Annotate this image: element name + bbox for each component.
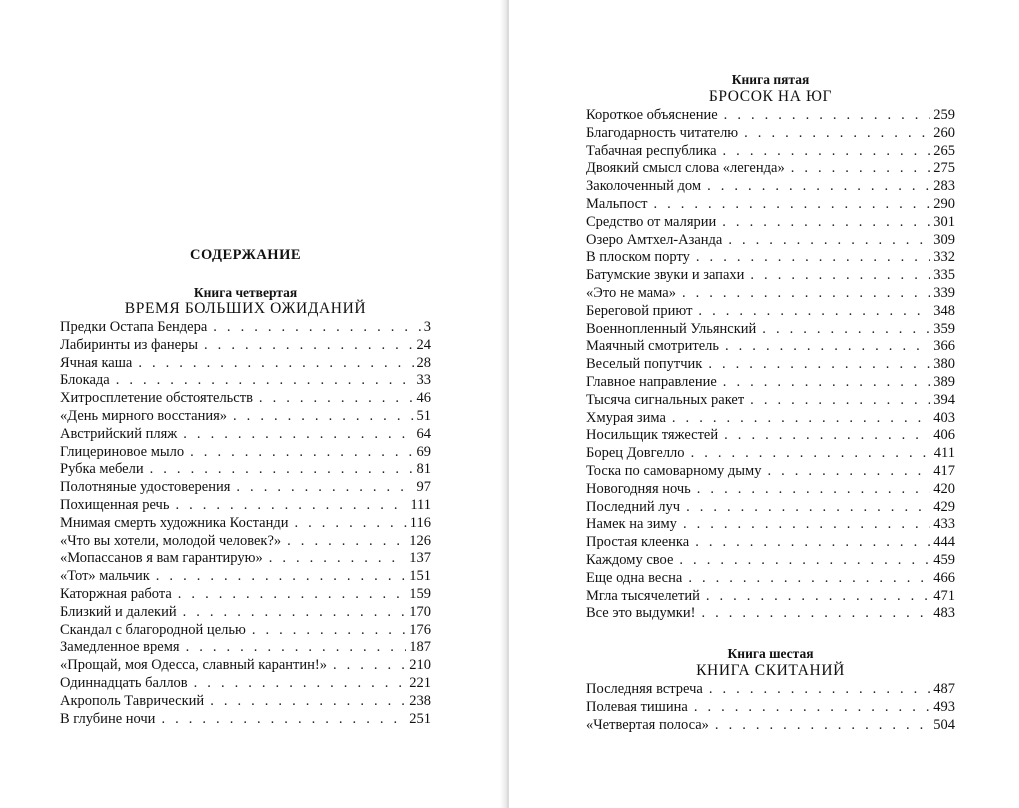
toc-entry-title: Акрополь Таврический bbox=[60, 692, 205, 709]
toc-entry-page: 471 bbox=[933, 587, 955, 604]
toc-entry-page: 359 bbox=[933, 320, 955, 337]
dot-leader bbox=[186, 639, 407, 657]
dot-leader bbox=[723, 143, 931, 161]
dot-leader bbox=[750, 392, 930, 410]
toc-entry-title: Блокада bbox=[60, 372, 110, 389]
toc-entry-title: Каждому свое bbox=[586, 551, 674, 568]
toc-entry-page: 487 bbox=[933, 681, 955, 697]
dot-leader bbox=[194, 675, 407, 693]
toc-entry bbox=[60, 444, 431, 462]
toc-entry bbox=[586, 125, 955, 143]
dot-leader bbox=[698, 303, 930, 321]
toc-entry-title: Маячный смотритель bbox=[586, 338, 719, 355]
toc-entry bbox=[586, 160, 955, 178]
toc-entry-title: Последний луч bbox=[586, 498, 681, 515]
toc-entry-page: 301 bbox=[933, 213, 955, 230]
toc-entry-page: 69 bbox=[416, 443, 431, 460]
dot-leader bbox=[728, 232, 930, 250]
toc-entry-page: 126 bbox=[409, 532, 431, 549]
toc-entry-page: 33 bbox=[416, 372, 431, 389]
toc-entry-page: 466 bbox=[933, 569, 955, 586]
toc-entry bbox=[60, 693, 431, 711]
toc-entry-page: 309 bbox=[933, 231, 955, 248]
toc-entry bbox=[60, 479, 431, 497]
toc-entry-page: 394 bbox=[933, 391, 955, 408]
toc-entry bbox=[60, 586, 431, 604]
dot-leader bbox=[688, 570, 930, 588]
toc-entry bbox=[586, 481, 955, 499]
toc-entry-page: 366 bbox=[933, 338, 955, 355]
toc-entry-page: 420 bbox=[933, 480, 955, 497]
toc-entry bbox=[60, 657, 431, 675]
toc-entry-title: «Это не мама» bbox=[586, 284, 676, 301]
dot-leader bbox=[653, 196, 930, 214]
toc-entry-title: Хмурая зима bbox=[586, 409, 666, 426]
toc-entry-title: «Что вы хотели, молодой человек?» bbox=[60, 532, 282, 549]
toc-entry-page: 459 bbox=[933, 551, 955, 568]
toc-entry-page: 290 bbox=[933, 195, 955, 212]
toc-entry-title: Мнимая смерть художника Костанди bbox=[60, 514, 289, 531]
dot-leader bbox=[252, 622, 406, 640]
toc-entry-page: 111 bbox=[410, 496, 431, 513]
toc-entry-page: 238 bbox=[409, 692, 431, 709]
toc-entry-title: «Четвертая полоса» bbox=[586, 716, 709, 733]
dot-leader bbox=[150, 461, 414, 479]
book6-label: Книга шестая bbox=[727, 646, 814, 661]
toc-entry-page: 97 bbox=[416, 479, 431, 496]
dot-leader bbox=[750, 267, 930, 285]
toc-entry-page: 187 bbox=[409, 639, 431, 656]
toc-entry-page: 24 bbox=[416, 336, 431, 353]
toc-entry-page: 137 bbox=[409, 550, 431, 567]
toc-entry bbox=[586, 445, 955, 463]
book6-title: КНИГА СКИТАНИЙ bbox=[696, 662, 845, 679]
toc-entry-title: Рубка мебели bbox=[60, 461, 144, 478]
toc-entry bbox=[60, 319, 431, 337]
book4-title: ВРЕМЯ БОЛЬШИХ ОЖИДАНИЙ bbox=[124, 300, 367, 317]
dot-leader bbox=[696, 249, 930, 267]
toc-entry-title: Короткое объяснение bbox=[586, 107, 718, 123]
dot-leader bbox=[697, 481, 930, 499]
toc-entry-page: 170 bbox=[409, 603, 431, 620]
toc-entry-title: Тоска по самоварному дыму bbox=[586, 462, 762, 479]
toc-entry-page: 3 bbox=[423, 319, 431, 335]
toc-entry-page: 339 bbox=[933, 284, 955, 301]
toc-entry-page: 406 bbox=[933, 427, 955, 444]
toc-entry-title: Полотняные удостоверения bbox=[60, 479, 231, 496]
book4-label: Книга четвертая bbox=[193, 285, 298, 300]
dot-leader bbox=[709, 681, 930, 699]
dot-leader bbox=[706, 588, 930, 606]
toc-entry bbox=[586, 285, 955, 303]
toc-entry bbox=[586, 699, 955, 717]
toc-entry-page: 403 bbox=[933, 409, 955, 426]
dot-leader bbox=[294, 515, 406, 533]
toc-entry bbox=[586, 303, 955, 321]
toc-entry bbox=[60, 711, 431, 729]
toc-entry bbox=[60, 497, 431, 515]
dot-leader bbox=[762, 321, 930, 339]
toc-entry-page: 275 bbox=[933, 160, 955, 177]
toc-entry-title: Последняя встреча bbox=[586, 681, 703, 697]
toc-entry bbox=[586, 717, 955, 735]
dot-leader bbox=[183, 426, 413, 444]
toc-entry bbox=[586, 107, 955, 125]
toc-entry-page: 429 bbox=[933, 498, 955, 515]
toc-entry bbox=[60, 390, 431, 408]
toc-entry-title: Намек на зиму bbox=[586, 516, 677, 533]
toc-entry-title: Мгла тысячелетий bbox=[586, 587, 700, 604]
dot-leader bbox=[744, 125, 930, 143]
dot-leader bbox=[233, 408, 413, 426]
dot-leader bbox=[161, 711, 406, 729]
book5-title: БРОСОК НА ЮГ bbox=[708, 88, 833, 105]
toc-entry-title: Носильщик тяжестей bbox=[586, 427, 719, 444]
dot-leader bbox=[691, 445, 931, 463]
toc-entry bbox=[586, 516, 955, 534]
toc-entry bbox=[586, 463, 955, 481]
toc-entry bbox=[586, 499, 955, 517]
toc-entry bbox=[60, 568, 431, 586]
dot-leader bbox=[679, 552, 930, 570]
toc-entry-title: Простая клеенка bbox=[586, 534, 690, 551]
dot-leader bbox=[683, 516, 930, 534]
toc-entry-title: Лабиринты из фанеры bbox=[60, 336, 199, 353]
toc-entry bbox=[586, 374, 955, 392]
toc-entry-title: Австрийский пляж bbox=[60, 425, 178, 442]
toc-entry-title: Похищенная речь bbox=[60, 496, 170, 513]
dot-leader bbox=[724, 427, 930, 445]
dot-leader bbox=[686, 499, 930, 517]
toc-entry bbox=[586, 232, 955, 250]
toc-entry-title: «Мопассанов я вам гарантирую» bbox=[60, 550, 263, 567]
toc-entry-page: 335 bbox=[933, 267, 955, 284]
toc-entry-title: Полевая тишина bbox=[586, 698, 688, 715]
dot-leader bbox=[178, 586, 406, 604]
toc-entry-page: 221 bbox=[409, 674, 431, 691]
toc-entry bbox=[586, 552, 955, 570]
toc-entry bbox=[60, 622, 431, 640]
dot-leader bbox=[725, 338, 930, 356]
dot-leader bbox=[767, 463, 930, 481]
toc-entry-page: 251 bbox=[409, 710, 431, 727]
toc-entry-page: 259 bbox=[933, 107, 955, 123]
dot-leader bbox=[138, 355, 413, 373]
toc-entry-title: Озеро Амтхел-Азанда bbox=[586, 231, 723, 248]
toc-entry bbox=[60, 550, 431, 568]
dot-leader bbox=[708, 356, 930, 374]
toc-entry-title: Новогодняя ночь bbox=[586, 480, 691, 497]
toc-entry-title: Близкий и далекий bbox=[60, 603, 177, 620]
toc-entry bbox=[586, 356, 955, 374]
toc-entry bbox=[586, 427, 955, 445]
dot-leader bbox=[116, 372, 414, 390]
toc-entry-page: 348 bbox=[933, 302, 955, 319]
dot-leader bbox=[269, 550, 407, 568]
toc-entry-page: 159 bbox=[409, 585, 431, 602]
dot-leader bbox=[695, 534, 930, 552]
book4-toc-list bbox=[60, 319, 431, 728]
toc-entry-page: 176 bbox=[409, 621, 431, 638]
dot-leader bbox=[723, 374, 930, 392]
toc-entry bbox=[60, 639, 431, 657]
toc-entry-title: «День мирного восстания» bbox=[60, 407, 228, 424]
toc-entry bbox=[60, 355, 431, 373]
right-page bbox=[509, 0, 1019, 808]
dot-leader bbox=[694, 699, 930, 717]
toc-entry-page: 283 bbox=[933, 178, 955, 195]
toc-entry-title: «Тот» мальчик bbox=[60, 568, 150, 585]
toc-entry-title: В глубине ночи bbox=[60, 710, 156, 727]
toc-entry-title: Главное направление bbox=[586, 373, 717, 390]
toc-entry bbox=[60, 675, 431, 693]
toc-entry-page: 380 bbox=[933, 356, 955, 373]
left-page bbox=[0, 0, 505, 808]
dot-leader bbox=[791, 160, 931, 178]
dot-leader bbox=[682, 285, 930, 303]
toc-entry bbox=[60, 515, 431, 533]
toc-entry-page: 210 bbox=[409, 657, 431, 674]
dot-leader bbox=[333, 657, 406, 675]
dot-leader bbox=[236, 479, 413, 497]
toc-entry bbox=[586, 534, 955, 552]
toc-entry bbox=[586, 249, 955, 267]
dot-leader bbox=[672, 410, 930, 428]
toc-entry-title: «Прощай, моя Одесса, славный карантин!» bbox=[60, 657, 327, 674]
toc-entry-title: Средство от малярии bbox=[586, 213, 717, 230]
toc-entry bbox=[586, 143, 955, 161]
toc-entry-title: Батумские звуки и запахи bbox=[586, 267, 745, 284]
toc-entry bbox=[60, 426, 431, 444]
dot-leader bbox=[715, 717, 930, 735]
toc-entry-title: Борец Довгелло bbox=[586, 445, 685, 462]
toc-entry-title: Береговой приют bbox=[586, 302, 693, 319]
toc-entry-title: Одиннадцать баллов bbox=[60, 674, 188, 691]
toc-entry bbox=[60, 372, 431, 390]
toc-entry-page: 389 bbox=[933, 373, 955, 390]
toc-entry-title: Еще одна весна bbox=[586, 569, 683, 586]
toc-entry bbox=[586, 178, 955, 196]
toc-entry-title: Табачная республика bbox=[586, 142, 717, 159]
toc-entry-title: В плоском порту bbox=[586, 249, 690, 266]
toc-entry bbox=[60, 533, 431, 551]
dot-leader bbox=[287, 533, 406, 551]
toc-entry-page: 444 bbox=[933, 534, 955, 551]
toc-entry bbox=[586, 196, 955, 214]
toc-entry-page: 417 bbox=[933, 462, 955, 479]
toc-entry-page: 46 bbox=[416, 390, 431, 407]
toc-entry-page: 28 bbox=[416, 354, 431, 371]
toc-entry-title: Все это выдумки! bbox=[586, 605, 696, 622]
toc-entry bbox=[586, 588, 955, 606]
book5-label: Книга пятая bbox=[731, 72, 810, 87]
toc-entry bbox=[60, 337, 431, 355]
toc-entry-title: Каторжная работа bbox=[60, 585, 172, 602]
dot-leader bbox=[724, 107, 931, 125]
toc-entry-title: Скандал с благородной целью bbox=[60, 621, 246, 638]
toc-entry bbox=[586, 321, 955, 339]
dot-leader bbox=[701, 605, 930, 623]
toc-entry bbox=[586, 338, 955, 356]
toc-entry-page: 493 bbox=[933, 698, 955, 715]
dot-leader bbox=[213, 319, 420, 337]
toc-entry-title: Хитросплетение обстоятельств bbox=[60, 390, 253, 407]
toc-entry-title: Заколоченный дом bbox=[586, 178, 702, 195]
dot-leader bbox=[204, 337, 413, 355]
toc-entry-title: Тысяча сигнальных ракет bbox=[586, 391, 745, 408]
toc-entry bbox=[586, 214, 955, 232]
toc-entry-page: 265 bbox=[933, 142, 955, 159]
toc-entry-page: 151 bbox=[409, 568, 431, 585]
dot-leader bbox=[156, 568, 406, 586]
toc-entry-title: Мальпост bbox=[586, 195, 648, 212]
toc-entry bbox=[60, 408, 431, 426]
toc-entry-title: Ячная каша bbox=[60, 354, 133, 371]
toc-entry bbox=[60, 461, 431, 479]
toc-entry-page: 411 bbox=[933, 445, 955, 462]
toc-entry bbox=[586, 570, 955, 588]
toc-entry bbox=[586, 392, 955, 410]
toc-entry-page: 81 bbox=[416, 461, 431, 478]
toc-entry-page: 483 bbox=[933, 605, 955, 622]
toc-entry-title: Благодарность читателю bbox=[586, 124, 739, 141]
dot-leader bbox=[707, 178, 930, 196]
toc-entry-page: 332 bbox=[933, 249, 955, 266]
toc-entry-title: Двоякий смысл слова «легенда» bbox=[586, 160, 785, 177]
dot-leader bbox=[210, 693, 406, 711]
toc-entry-page: 64 bbox=[416, 425, 431, 442]
toc-entry-title: Предки Остапа Бендера bbox=[60, 319, 208, 335]
dot-leader bbox=[259, 390, 414, 408]
dot-leader bbox=[175, 497, 407, 515]
toc-entry-page: 504 bbox=[933, 716, 955, 733]
toc-entry-title: Замедленное время bbox=[60, 639, 180, 656]
toc-entry-page: 260 bbox=[933, 124, 955, 141]
toc-entry bbox=[586, 605, 955, 623]
toc-entry-title: Глицериновое мыло bbox=[60, 443, 185, 460]
book5-toc-list bbox=[586, 107, 955, 623]
dot-leader bbox=[183, 604, 407, 622]
toc-entry bbox=[586, 410, 955, 428]
toc-entry-title: Военнопленный Ульянский bbox=[586, 320, 757, 337]
toc-entry-page: 116 bbox=[409, 514, 431, 531]
toc-entry bbox=[60, 604, 431, 622]
dot-leader bbox=[722, 214, 930, 232]
book6-toc-list bbox=[586, 681, 955, 734]
contents-heading: СОДЕРЖАНИЕ bbox=[189, 247, 302, 263]
toc-entry-page: 433 bbox=[933, 516, 955, 533]
toc-entry-title: Веселый попутчик bbox=[586, 356, 703, 373]
toc-entry-page: 51 bbox=[416, 407, 431, 424]
dot-leader bbox=[190, 444, 413, 462]
toc-entry bbox=[586, 681, 955, 699]
toc-entry bbox=[586, 267, 955, 285]
